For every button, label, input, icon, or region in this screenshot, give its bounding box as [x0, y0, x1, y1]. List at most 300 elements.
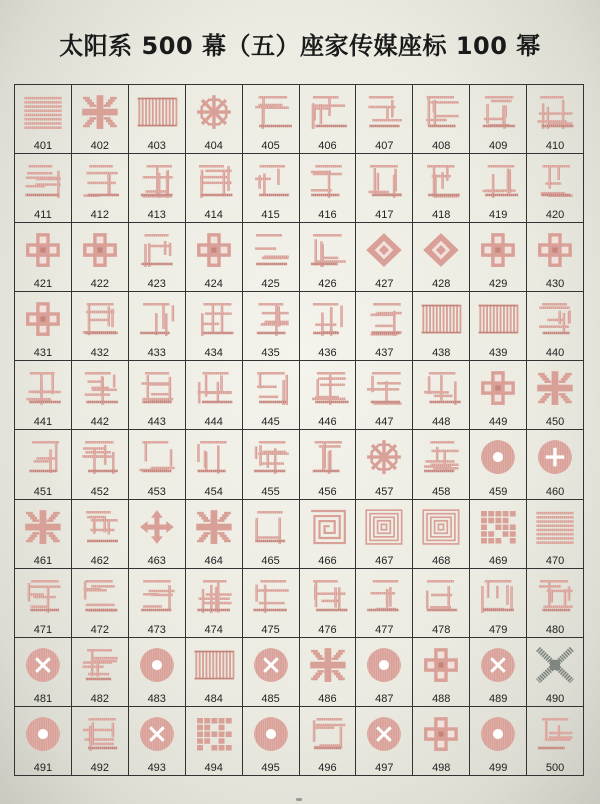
- cell-number: 403: [147, 140, 166, 153]
- cell-number: 456: [318, 485, 337, 498]
- glyph-pattern-icon: [249, 226, 293, 274]
- grid-cell: [470, 430, 527, 499]
- cell-number: 404: [204, 140, 223, 153]
- glyph-pattern-icon: [135, 295, 179, 343]
- cell-number: 445: [261, 416, 280, 429]
- cell-number: 486: [318, 692, 337, 705]
- cell-number: 491: [33, 761, 53, 774]
- glyph-pattern-icon: [78, 295, 122, 343]
- glyph-pattern-icon: [249, 433, 293, 481]
- cell-number: 487: [375, 692, 394, 705]
- cell-number: 441: [33, 416, 53, 429]
- circle-pattern-icon: [362, 641, 406, 689]
- grid-cell: [15, 707, 72, 776]
- grid-cell: [300, 85, 357, 154]
- vertical-lines-pattern-icon: [419, 295, 463, 343]
- grid-cell: [129, 707, 186, 776]
- cell-number: 434: [204, 347, 223, 360]
- glyph-pattern-icon: [135, 157, 179, 205]
- glyph-pattern-icon: [192, 364, 236, 412]
- grid-cell: [15, 292, 72, 361]
- cell-number: 423: [147, 278, 166, 291]
- cell-number: 495: [261, 761, 280, 774]
- checker-pattern-icon: [476, 503, 520, 551]
- grid-cell: [470, 638, 527, 707]
- glyph-pattern-icon: [419, 572, 463, 620]
- glyph-pattern-icon: [419, 433, 463, 481]
- grid-cell: [243, 361, 300, 430]
- glyph-pattern-icon: [306, 364, 350, 412]
- knot-pattern-icon: [21, 226, 65, 274]
- cell-number: 500: [545, 761, 565, 774]
- cell-number: 453: [147, 485, 166, 498]
- checker-pattern-icon: [192, 710, 236, 758]
- cross-block-pattern-icon: [306, 641, 350, 689]
- grid-cell: [129, 361, 186, 430]
- grid-cell: [15, 361, 72, 430]
- grid-cell: [186, 154, 243, 223]
- cell-number: 455: [261, 485, 280, 498]
- grid-cell: [72, 292, 129, 361]
- cell-number: 464: [204, 554, 223, 567]
- glyph-pattern-icon: [249, 157, 293, 205]
- glyph-pattern-icon: [78, 433, 122, 481]
- grid-cell: [470, 707, 527, 776]
- snowflake-pattern-icon: [362, 433, 406, 481]
- grid-cell: [527, 223, 584, 292]
- cell-number: 414: [204, 209, 223, 222]
- grid-cell: [470, 361, 527, 430]
- cell-number: 447: [375, 416, 394, 429]
- cell-number: 479: [488, 623, 508, 636]
- grid-cell: [129, 638, 186, 707]
- cell-number: 496: [318, 761, 337, 774]
- glyph-pattern-icon: [249, 295, 293, 343]
- cell-number: 405: [261, 140, 280, 153]
- glyph-pattern-icon: [249, 572, 293, 620]
- arrows-pattern-icon: [135, 503, 179, 551]
- grid-cell: [300, 569, 357, 638]
- grid-cell: [72, 430, 129, 499]
- cell-number: 444: [204, 416, 223, 429]
- glyph-pattern-icon: [78, 710, 122, 758]
- knot-pattern-icon: [21, 295, 65, 343]
- glyph-pattern-icon: [21, 433, 65, 481]
- glyph-pattern-icon: [78, 503, 122, 551]
- cell-number: 478: [432, 623, 451, 636]
- cell-number: 437: [375, 347, 394, 360]
- cell-number: 492: [90, 761, 110, 774]
- glyph-pattern-icon: [135, 572, 179, 620]
- cell-number: 402: [90, 140, 110, 153]
- grid-cell: [300, 292, 357, 361]
- cell-number: 490: [545, 692, 565, 705]
- glyph-pattern-icon: [192, 157, 236, 205]
- grid-cell: [470, 569, 527, 638]
- cell-number: 499: [488, 761, 508, 774]
- grid-cell: [527, 154, 584, 223]
- cell-number: 470: [545, 554, 565, 567]
- grid-cell: [413, 707, 470, 776]
- cell-number: 466: [318, 554, 337, 567]
- cell-number: 477: [375, 623, 394, 636]
- grid-cell: [356, 430, 413, 499]
- glyph-pattern-icon: [249, 364, 293, 412]
- cell-number: 442: [90, 416, 110, 429]
- cell-number: 469: [488, 554, 508, 567]
- x-pattern-icon: [533, 641, 577, 689]
- grid-cell: [527, 569, 584, 638]
- grid-cell: [300, 223, 357, 292]
- grid-cell: [129, 292, 186, 361]
- cell-number: 432: [90, 347, 110, 360]
- cell-number: 446: [318, 416, 337, 429]
- cell-number: 433: [147, 347, 166, 360]
- cell-number: 472: [90, 623, 110, 636]
- grid-cell: [72, 638, 129, 707]
- grid-cell: [413, 569, 470, 638]
- cell-number: 439: [488, 347, 508, 360]
- glyph-pattern-icon: [249, 88, 293, 136]
- grid-cell: [243, 707, 300, 776]
- grid-cell: [470, 154, 527, 223]
- grid-cell: [186, 707, 243, 776]
- grid-cell: [129, 85, 186, 154]
- cell-number: 426: [318, 278, 337, 291]
- grid-cell: [72, 223, 129, 292]
- glyph-pattern-icon: [476, 157, 520, 205]
- grid-cell: [15, 154, 72, 223]
- grid-cell: [129, 223, 186, 292]
- grid-cell: [356, 361, 413, 430]
- cell-number: 417: [375, 209, 394, 222]
- cell-number: 418: [432, 209, 451, 222]
- cell-number: 428: [432, 278, 451, 291]
- glyph-pattern-icon: [476, 572, 520, 620]
- cell-number: 458: [432, 485, 451, 498]
- cell-number: 450: [545, 416, 565, 429]
- grid-cell: [413, 430, 470, 499]
- cell-number: 461: [33, 554, 53, 567]
- cell-number: 430: [545, 278, 565, 291]
- spiral-pattern-icon: [306, 503, 350, 551]
- glyph-pattern-icon: [362, 295, 406, 343]
- circle-pattern-icon: [135, 641, 179, 689]
- grid-cell: [300, 707, 357, 776]
- cell-number: 467: [375, 554, 394, 567]
- circle-pattern-icon: [533, 433, 577, 481]
- grid-cell: [470, 85, 527, 154]
- circle-pattern-icon: [21, 710, 65, 758]
- cell-number: 435: [261, 347, 280, 360]
- grid-cell: [300, 638, 357, 707]
- cell-number: 484: [204, 692, 223, 705]
- cell-number: 498: [432, 761, 451, 774]
- glyph-pattern-icon: [419, 88, 463, 136]
- cell-number: 497: [375, 761, 394, 774]
- glyph-pattern-icon: [78, 641, 122, 689]
- grid-cell: [72, 500, 129, 569]
- grid-cell: [15, 223, 72, 292]
- grid-cell: [356, 638, 413, 707]
- grid-cell: [413, 638, 470, 707]
- glyph-pattern-icon: [78, 364, 122, 412]
- grid-cell: [129, 430, 186, 499]
- glyph-pattern-icon: [135, 226, 179, 274]
- cell-number: 431: [33, 347, 53, 360]
- glyph-pattern-icon: [135, 433, 179, 481]
- knot-pattern-icon: [78, 226, 122, 274]
- cell-number: 480: [545, 623, 565, 636]
- cell-number: 493: [147, 761, 166, 774]
- cell-number: 408: [432, 140, 451, 153]
- grid-cell: [300, 430, 357, 499]
- glyph-pattern-icon: [306, 88, 350, 136]
- cell-number: 448: [432, 416, 451, 429]
- grid-cell: [527, 85, 584, 154]
- glyph-pattern-icon: [192, 295, 236, 343]
- concentric-squares-pattern-icon: [419, 503, 463, 551]
- knot-pattern-icon: [192, 226, 236, 274]
- grid-cell: [15, 85, 72, 154]
- circle-pattern-icon: [135, 710, 179, 758]
- glyph-pattern-icon: [306, 572, 350, 620]
- glyph-pattern-icon: [362, 364, 406, 412]
- cell-number: 475: [261, 623, 280, 636]
- knot-pattern-icon: [476, 226, 520, 274]
- grid-cell: [413, 154, 470, 223]
- grid-cell: [15, 569, 72, 638]
- knot-pattern-icon: [419, 710, 463, 758]
- vertical-lines-pattern-icon: [192, 641, 236, 689]
- cross-block-pattern-icon: [21, 503, 65, 551]
- cell-number: 406: [318, 140, 337, 153]
- knot-pattern-icon: [419, 641, 463, 689]
- vertical-lines-pattern-icon: [135, 88, 179, 136]
- cell-number: 438: [432, 347, 451, 360]
- cell-number: 413: [147, 209, 166, 222]
- cell-number: 443: [147, 416, 166, 429]
- cell-number: 420: [545, 209, 565, 222]
- circle-pattern-icon: [362, 710, 406, 758]
- grid-cell: [72, 569, 129, 638]
- glyph-pattern-icon: [362, 88, 406, 136]
- grid-cell: [413, 500, 470, 569]
- cell-number: 440: [545, 347, 565, 360]
- glyph-pattern-icon: [533, 157, 577, 205]
- cell-number: 449: [488, 416, 508, 429]
- grid-cell: [356, 154, 413, 223]
- grid-cell: [356, 569, 413, 638]
- grid-cell: [356, 707, 413, 776]
- vertical-lines-pattern-icon: [476, 295, 520, 343]
- cell-number: 485: [261, 692, 280, 705]
- glyph-pattern-icon: [21, 572, 65, 620]
- grid-cell: [72, 85, 129, 154]
- glyph-pattern-icon: [78, 572, 122, 620]
- cell-number: 471: [33, 623, 53, 636]
- cell-number: 459: [488, 485, 508, 498]
- cell-number: 489: [488, 692, 508, 705]
- grid-cell: [243, 85, 300, 154]
- grid-cell: [72, 707, 129, 776]
- grid-cell: [356, 85, 413, 154]
- grid-cell: [527, 430, 584, 499]
- cell-number: 463: [147, 554, 166, 567]
- circle-pattern-icon: [21, 641, 65, 689]
- grid-cell: [356, 500, 413, 569]
- glyph-pattern-icon: [533, 88, 577, 136]
- grid-cell: [527, 292, 584, 361]
- circle-pattern-icon: [249, 641, 293, 689]
- stripe-pattern-icon: [21, 88, 65, 136]
- cell-number: 421: [33, 278, 53, 291]
- concentric-squares-pattern-icon: [362, 503, 406, 551]
- diamond-pattern-icon: [419, 226, 463, 274]
- cross-block-pattern-icon: [533, 364, 577, 412]
- cell-number: 415: [261, 209, 280, 222]
- circle-pattern-icon: [476, 641, 520, 689]
- grid-cell: [470, 292, 527, 361]
- grid-cell: [186, 638, 243, 707]
- cell-number: 476: [318, 623, 337, 636]
- cell-number: 407: [375, 140, 394, 153]
- glyph-pattern-icon: [533, 710, 577, 758]
- cell-number: 419: [488, 209, 508, 222]
- cell-number: 468: [432, 554, 451, 567]
- grid-cell: [470, 223, 527, 292]
- glyph-pattern-icon: [21, 364, 65, 412]
- glyph-pattern-icon: [135, 364, 179, 412]
- grid-cell: [243, 638, 300, 707]
- glyph-pattern-icon: [306, 157, 350, 205]
- glyph-pattern-icon: [306, 710, 350, 758]
- grid-cell: [413, 85, 470, 154]
- grid-cell: [527, 361, 584, 430]
- cell-number: 451: [33, 485, 53, 498]
- glyph-pattern-icon: [362, 157, 406, 205]
- cell-number: 416: [318, 209, 337, 222]
- grid-cell: [186, 430, 243, 499]
- cell-number: 482: [90, 692, 110, 705]
- cell-number: 460: [545, 485, 565, 498]
- knot-pattern-icon: [476, 364, 520, 412]
- cell-number: 425: [261, 278, 280, 291]
- grid-cell: [413, 292, 470, 361]
- cell-number: 474: [204, 623, 223, 636]
- grid-cell: [356, 223, 413, 292]
- glyph-pattern-icon: [306, 295, 350, 343]
- grid-cell: [243, 569, 300, 638]
- cell-number: 427: [375, 278, 394, 291]
- grid-cell: [72, 154, 129, 223]
- glyph-pattern-icon: [192, 433, 236, 481]
- grid-cell: [243, 292, 300, 361]
- glyph-pattern-icon: [476, 88, 520, 136]
- glyph-pattern-icon: [533, 572, 577, 620]
- cross-block-pattern-icon: [78, 88, 122, 136]
- grid-cell: [243, 154, 300, 223]
- grid-cell: [243, 430, 300, 499]
- glyph-pattern-icon: [306, 433, 350, 481]
- grid-cell: [300, 361, 357, 430]
- cell-number: 488: [432, 692, 451, 705]
- grid-cell: [356, 292, 413, 361]
- grid-cell: [15, 430, 72, 499]
- grid-cell: [15, 638, 72, 707]
- page-title: 太阳系 500 幕（五）座家传媒座标 100 幂: [59, 32, 541, 60]
- circle-pattern-icon: [249, 710, 293, 758]
- cell-number: 411: [34, 209, 52, 222]
- grid-cell: [129, 500, 186, 569]
- pattern-grid: [14, 84, 584, 776]
- cell-number: 454: [204, 485, 223, 498]
- grid-cell: [129, 154, 186, 223]
- cell-number: 412: [90, 209, 110, 222]
- glyph-pattern-icon: [419, 157, 463, 205]
- grid-cell: [186, 292, 243, 361]
- cell-number: 429: [488, 278, 508, 291]
- glyph-pattern-icon: [249, 503, 293, 551]
- cell-number: 422: [90, 278, 110, 291]
- glyph-pattern-icon: [419, 364, 463, 412]
- diamond-pattern-icon: [362, 226, 406, 274]
- cell-number: 401: [33, 140, 53, 153]
- glyph-pattern-icon: [192, 572, 236, 620]
- cell-number: 494: [204, 761, 223, 774]
- circle-pattern-icon: [476, 710, 520, 758]
- grid-cell: [186, 500, 243, 569]
- cell-number: 452: [90, 485, 110, 498]
- knot-pattern-icon: [533, 226, 577, 274]
- grid-cell: [527, 500, 584, 569]
- glyph-pattern-icon: [306, 226, 350, 274]
- grid-cell: [527, 638, 584, 707]
- grid-cell: [243, 223, 300, 292]
- stripe-pattern-icon: [533, 503, 577, 551]
- grid-cell: [413, 361, 470, 430]
- grid-cell: [300, 500, 357, 569]
- grid-cell: [413, 223, 470, 292]
- grid-cell: [243, 500, 300, 569]
- cross-block-pattern-icon: [192, 503, 236, 551]
- grid-cell: [186, 85, 243, 154]
- cell-number: 473: [147, 623, 166, 636]
- grid-cell: [186, 569, 243, 638]
- glyph-pattern-icon: [78, 157, 122, 205]
- grid-cell: [15, 500, 72, 569]
- circle-pattern-icon: [476, 433, 520, 481]
- cell-number: 481: [33, 692, 53, 705]
- snowflake-pattern-icon: [192, 88, 236, 136]
- grid-cell: [129, 569, 186, 638]
- cell-number: 457: [375, 485, 394, 498]
- cell-number: 424: [204, 278, 223, 291]
- glyph-pattern-icon: [362, 572, 406, 620]
- footer-mark: [296, 798, 302, 801]
- glyph-pattern-icon: [533, 295, 577, 343]
- grid-cell: [72, 361, 129, 430]
- cell-number: 462: [90, 554, 110, 567]
- glyph-pattern-icon: [21, 157, 65, 205]
- grid-cell: [186, 223, 243, 292]
- cell-number: 483: [147, 692, 166, 705]
- grid-cell: [186, 361, 243, 430]
- cell-number: 410: [545, 140, 565, 153]
- cell-number: 409: [488, 140, 508, 153]
- cell-number: 465: [261, 554, 280, 567]
- grid-cell: [470, 500, 527, 569]
